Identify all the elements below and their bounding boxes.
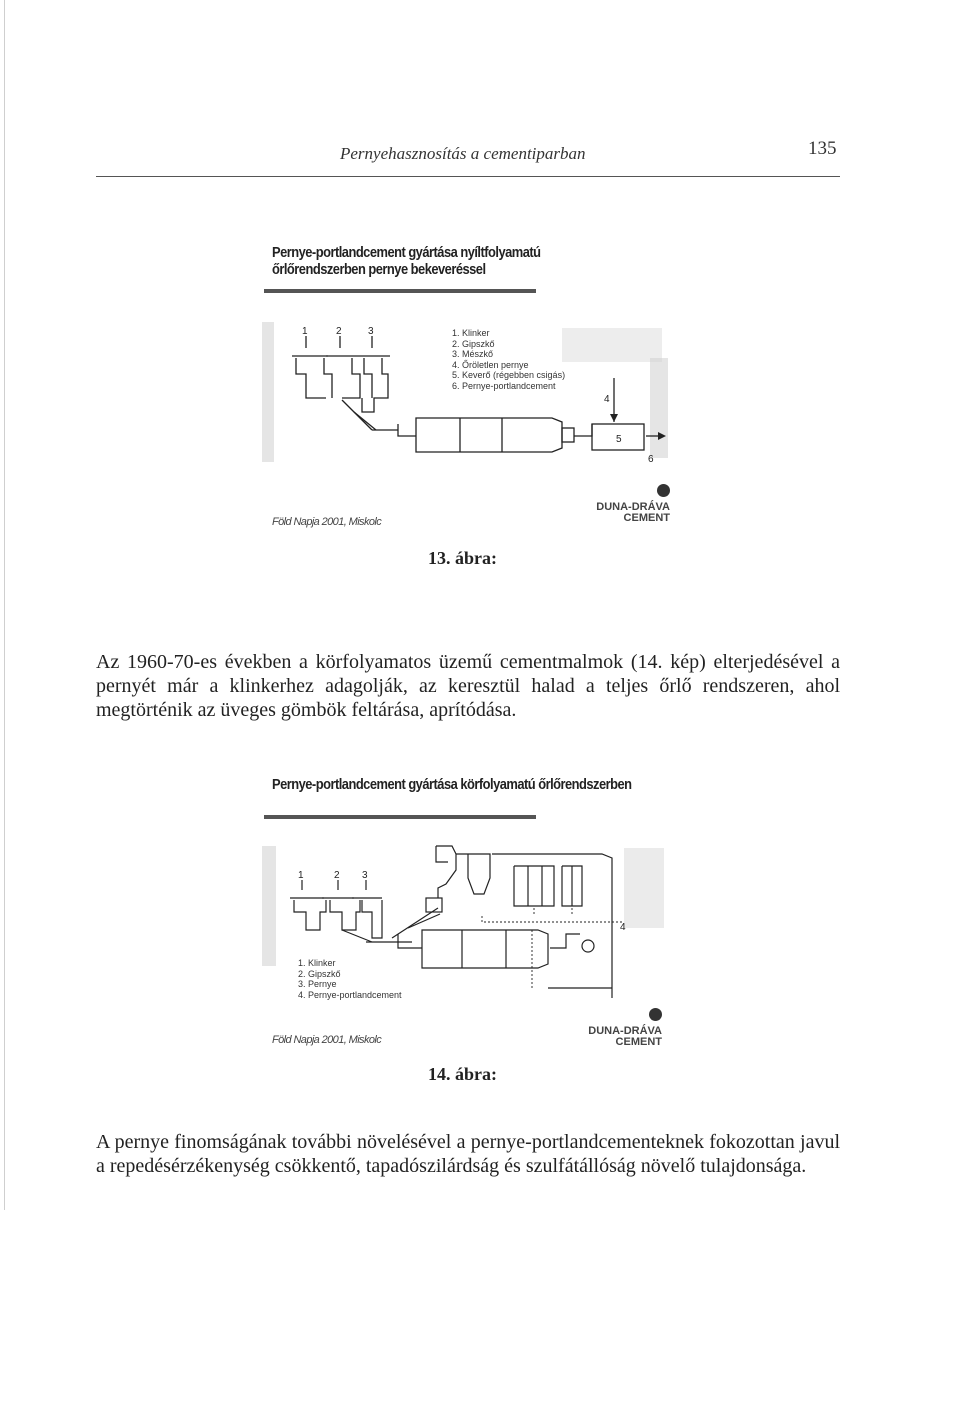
duna-drava-logo-icon xyxy=(657,484,670,497)
figure-14-silo-label-3: 3 xyxy=(362,870,368,881)
figure-13-brand-line-2: CEMENT xyxy=(623,512,670,524)
figure-13-legend-item: 4. Őröletlen pernye xyxy=(452,359,529,370)
figure-13-label-6: 6 xyxy=(648,454,654,465)
figure-14-legend-item: 4. Pernye-portlandcement xyxy=(298,989,402,1000)
figure-13-silo-label-2: 2 xyxy=(336,326,342,337)
figure-14-legend-item: 1. Klinker xyxy=(298,958,336,968)
running-title: Pernyehasznosítás a cementiparban xyxy=(340,144,586,163)
figure-13-slide-title xyxy=(272,244,541,278)
figure-14-brand-line-2: CEMENT xyxy=(615,1036,662,1048)
figure-13-label-5: 5 xyxy=(616,434,622,445)
figure-14-slide-title: Pernye-portlandcement gyártása körfolyamatú őrlőrendszerben xyxy=(272,776,632,793)
figure-14-silo-label-2: 2 xyxy=(334,870,340,881)
figure-13-legend xyxy=(452,328,565,391)
figure-13-legend-item: 5. Keverő (régebben csigás) xyxy=(452,370,566,380)
figure-13-brand-line-1: DUNA-DRÁVA xyxy=(596,501,670,513)
figure-13-title-line-2: őrlőrendszerben pernye bekeveréssel xyxy=(272,261,486,278)
figure-13-source: Föld Napja 2001, Miskolc xyxy=(272,516,382,528)
figure-14-legend xyxy=(298,958,402,1000)
figure-13-brand xyxy=(580,484,670,524)
figure-14-silo-label-1: 1 xyxy=(298,870,304,881)
figure-13-silo-label-3: 3 xyxy=(368,326,374,337)
figure-13-title-rule xyxy=(264,289,536,293)
paragraph-1: Az 1960-70-es években a körfolyamatos üzemű cementmalmok (14. kép) elterjedésével a pernyét már a klinkerhez adagolják, az keresztül halad a teljes őrlő rendszeren, ahol megtörténik az üveges gömbök feltárása, aprítódása. xyxy=(96,651,840,721)
figure-14-legend-item: 2. Gipszkő xyxy=(298,968,341,979)
figure-13-silo-label-1: 1 xyxy=(302,326,308,337)
figure-14-caption: 14. ábra: xyxy=(428,1064,497,1084)
figure-13-legend-item: 6. Pernye-portlandcement xyxy=(452,380,556,391)
header-rule xyxy=(96,176,840,177)
page-edge xyxy=(4,0,5,1210)
figure-13-legend-item: 2. Gipszkő xyxy=(452,338,495,349)
figure-14-brand xyxy=(572,1008,662,1048)
figure-13-title-line-1: Pernye-portlandcement gyártása nyíltfolyamatú xyxy=(272,244,541,261)
figure-14-label-4: 4 xyxy=(620,922,626,933)
figure-13-label-4: 4 xyxy=(604,394,610,405)
figure-14-title-rule xyxy=(264,815,536,819)
figure-13-legend-item: 3. Mészkő xyxy=(452,349,494,359)
figure-13-legend-item: 1. Klinker xyxy=(452,328,490,338)
duna-drava-logo-icon xyxy=(649,1008,662,1021)
figure-14-legend-item: 3. Pernye xyxy=(298,979,337,989)
figure-13-caption: 13. ábra: xyxy=(428,548,497,568)
figure-14-brand-line-1: DUNA-DRÁVA xyxy=(588,1025,662,1037)
figure-14-source: Föld Napja 2001, Miskolc xyxy=(272,1034,382,1046)
paragraph-2: A pernye finomságának további növelésével a pernye-portlandcementeknek fokozottan javul a repedésérzékenység csökkentő, tapadószilárdság és szulfátállóság növelő tulajdonsága. xyxy=(96,1131,840,1177)
page-number: 135 xyxy=(808,138,837,159)
